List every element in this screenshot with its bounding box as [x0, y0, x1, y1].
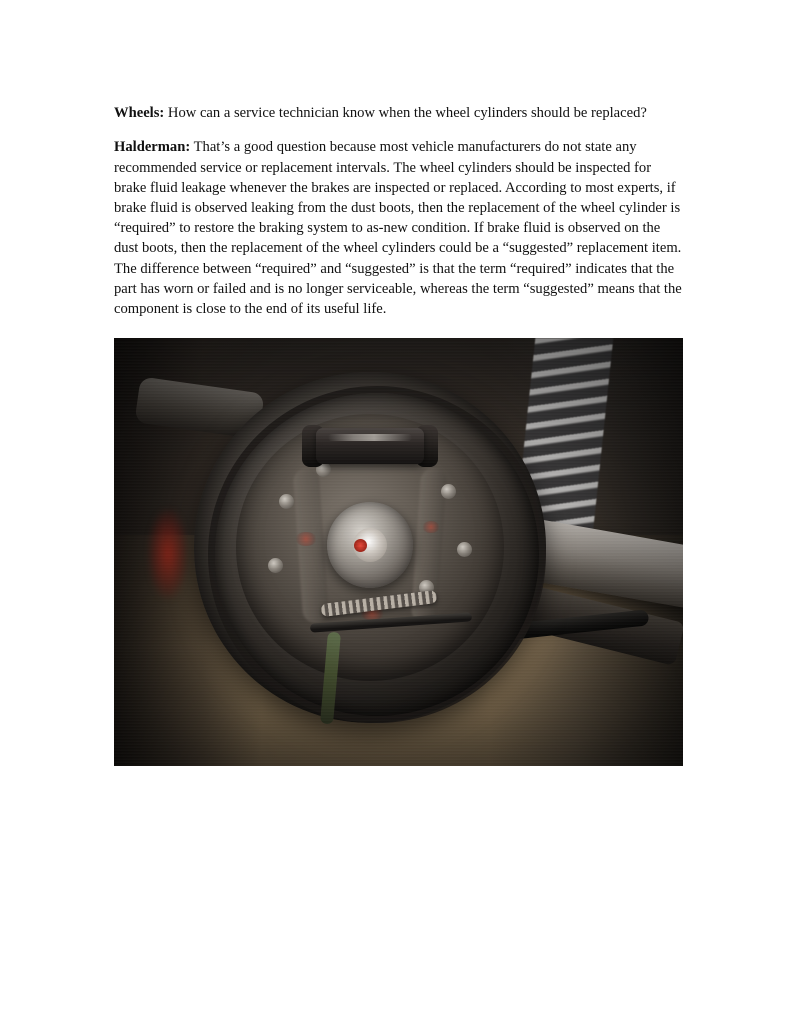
rust-spot: [422, 521, 440, 533]
answer-speaker-label: Halderman:: [114, 139, 191, 156]
hardware-stud: [441, 484, 456, 499]
hub-red-marking: [354, 539, 367, 552]
answer-text: That’s a good question because most vehicle manufacturers do not state any recommended service or replacement intervals. The wheel cylinders should be inspected for brake fluid leakage whenever the brakes are inspected or replaced. According to most experts, if brake fluid is observed leaking from the dust boots, then the replacement of the wheel cylinder is “required” to restore the braking system to as-new condition. If brake fluid is observed on the dust boots, then the replacement of the wheel cylinders could be a “suggested” replacement item. The difference between “required” and “suggested” is that the term “required” indicates that the part has worn or failed and is no longer serviceable, whereas the term “suggested” means that the component is close to the end of its useful life.: [114, 139, 682, 318]
wheel-hub: [327, 502, 413, 588]
question-speaker-label: Wheels:: [114, 104, 165, 121]
qa-question: [114, 103, 684, 123]
article-body: [114, 88, 684, 334]
hardware-stud: [279, 494, 294, 509]
red-object-background: [148, 509, 188, 599]
qa-answer: [114, 137, 684, 319]
wheel-cylinder-highlight: [328, 434, 412, 441]
question-text: How can a service technician know when the wheel cylinders should be replaced?: [164, 104, 647, 121]
rust-spot: [295, 532, 317, 546]
brake-drum-outer: [194, 372, 547, 723]
drum-brake-assembly-photo: [114, 338, 683, 766]
hardware-stud: [268, 558, 283, 573]
hardware-stud: [457, 542, 472, 557]
photo-canvas: [114, 338, 683, 766]
